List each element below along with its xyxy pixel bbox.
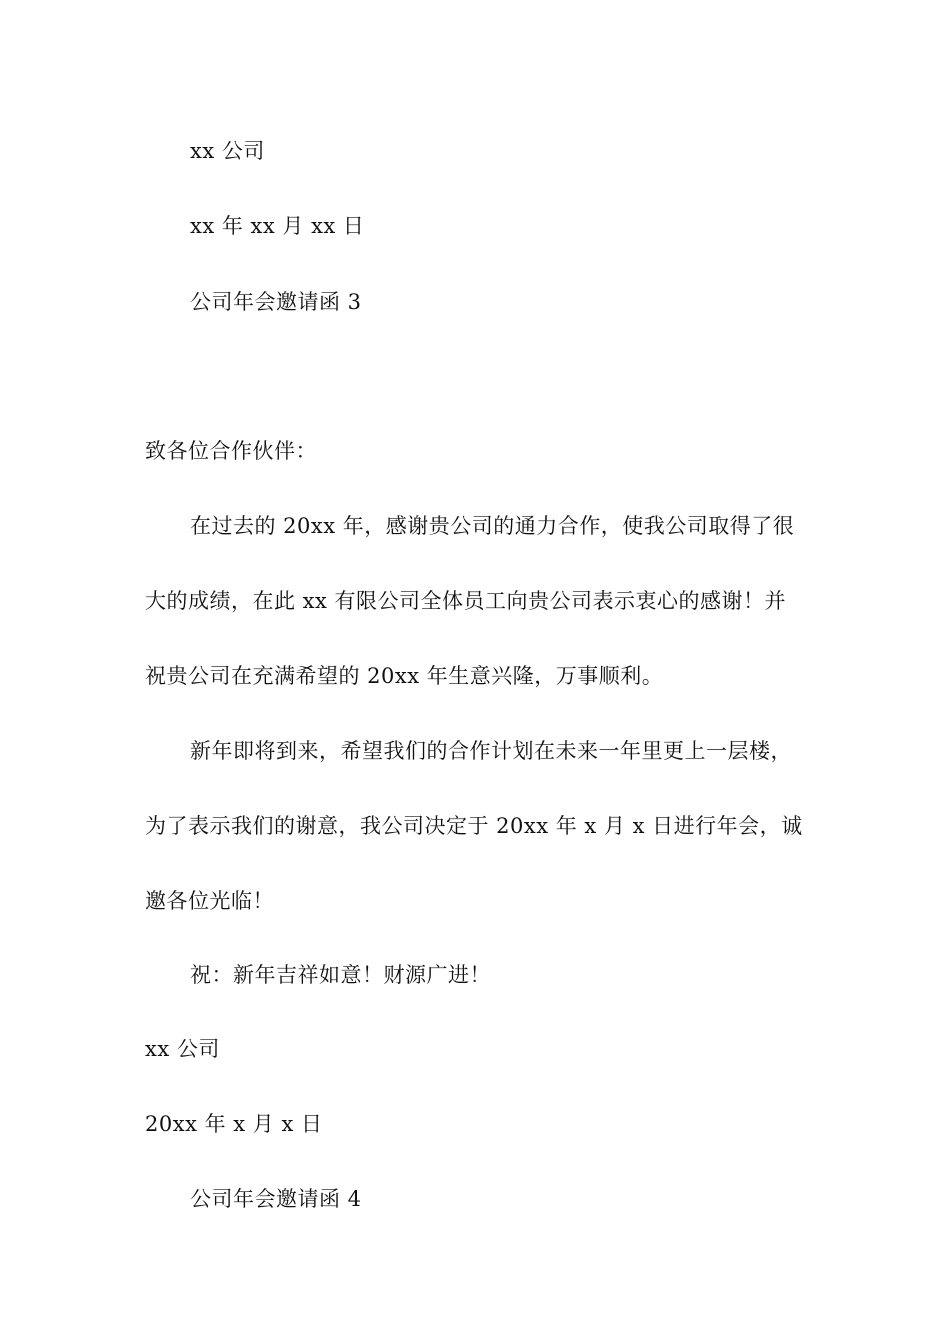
paragraph-line: 邀各位光临！ bbox=[145, 889, 274, 913]
letter-heading: 公司年会邀请函 4 bbox=[190, 1187, 362, 1211]
signature-company: xx 公司 bbox=[190, 139, 265, 163]
paragraph-line: 在过去的 20xx 年，感谢贵公司的通力合作，使我公司取得了很 bbox=[190, 514, 795, 538]
paragraph-line: 祝贵公司在充满希望的 20xx 年生意兴隆，万事顺利。 bbox=[145, 664, 664, 688]
closing-company: xx 公司 bbox=[145, 1037, 220, 1061]
letter-heading: 公司年会邀请函 3 bbox=[190, 290, 362, 314]
closing-date: 20xx 年 x 月 x 日 bbox=[145, 1112, 323, 1136]
paragraph-line: 新年即将到来，希望我们的合作计划在未来一年里更上一层楼， bbox=[190, 739, 792, 763]
paragraph-line: 为了表示我们的谢意，我公司决定于 20xx 年 x 月 x 日进行年会，诚 bbox=[145, 814, 803, 838]
signature-date: xx 年 xx 月 xx 日 bbox=[190, 214, 365, 238]
wishes-line: 祝：新年吉祥如意！财源广进！ bbox=[190, 963, 491, 987]
paragraph-line: 大的成绩，在此 xx 有限公司全体员工向贵公司表示衷心的感谢！并 bbox=[145, 589, 787, 613]
salutation: 致各位合作伙伴： bbox=[145, 439, 317, 463]
